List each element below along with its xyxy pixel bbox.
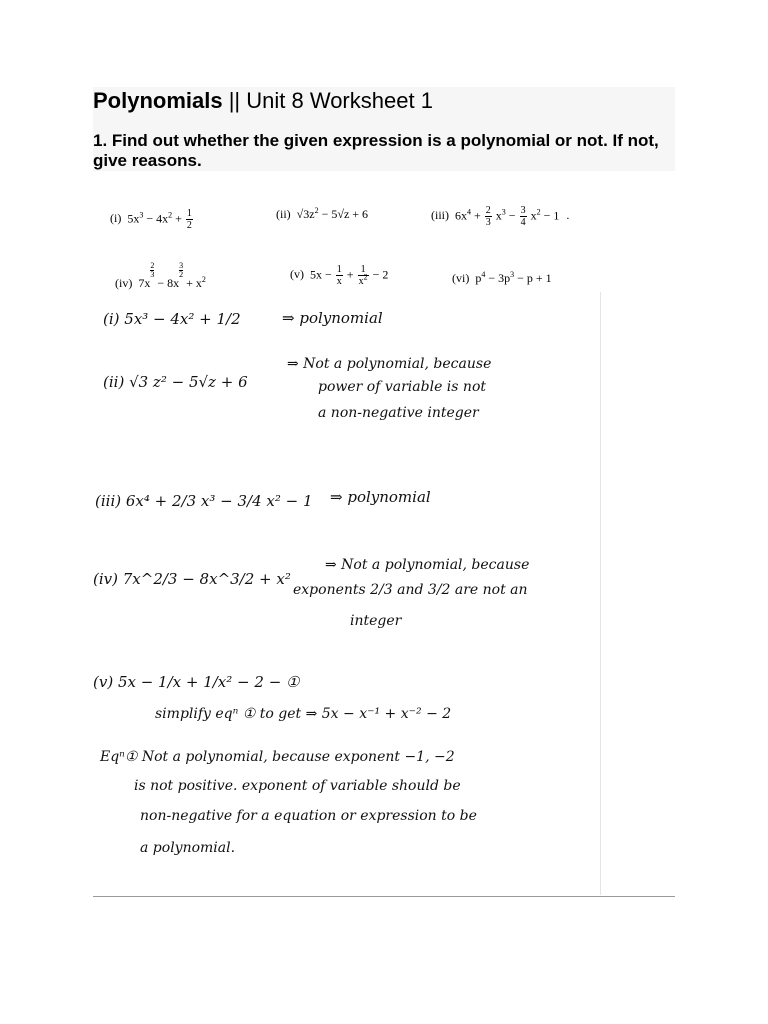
answer-v-line4: non-negative for a equation or expression to be bbox=[140, 808, 477, 824]
answer-v-expression: (v) 5x − 1/x + 1/x² − 2 − ① bbox=[93, 673, 300, 691]
expression-iv: (iv) 7x $\frac{2}{3} - 8x$ $\frac{3}{2} + x^2$ bbox=[115, 261, 206, 290]
title-bold: Polynomials bbox=[93, 88, 223, 113]
answer-iv-line3: integer bbox=[350, 613, 402, 629]
answer-i-expression: (i) 5x³ − 4x² + 1/2 bbox=[103, 310, 241, 328]
answer-i-result: ⇒ polynomial bbox=[282, 309, 383, 327]
expression-iii: (iii) $6x^4$ + $\frac{2}{3}$ $x^3$ − $\frac{3}{4}$ $x^2 - 1$ . bbox=[431, 205, 570, 228]
answer-ii-line3: a non-negative integer bbox=[318, 405, 479, 421]
expression-i: (i) $5x^3 - 4x^2$ + $\frac{1}{2}$ bbox=[110, 208, 192, 231]
answer-ii-line1: ⇒ Not a polynomial, because bbox=[287, 356, 492, 372]
answer-ii-line2: power of variable is not bbox=[318, 379, 486, 395]
answer-iv-line1: ⇒ Not a polynomial, because bbox=[325, 557, 530, 573]
bottom-divider bbox=[93, 896, 675, 897]
expression-v: (v) 5x − $\frac{1}{x}$ + $\frac{1}{x^2}$ − 2 bbox=[290, 264, 389, 287]
answer-iii-expression: (iii) 6x⁴ + 2/3 x³ − 3/4 x² − 1 bbox=[95, 492, 313, 510]
answer-v-line2: Eqⁿ① Not a polynomial, because exponent −1, −2 bbox=[100, 749, 455, 765]
title-rest: || Unit 8 Worksheet 1 bbox=[222, 88, 433, 113]
expression-ii: (ii) $√3z^2 - 5√z + 6$ bbox=[276, 206, 369, 221]
answer-iii-result: ⇒ polynomial bbox=[330, 488, 431, 506]
question-text: 1. Find out whether the given expression is a polynomial or not. If not, give reasons. bbox=[93, 131, 659, 170]
answer-ii-expression: (ii) √3 z² − 5√z + 6 bbox=[103, 373, 248, 391]
answer-v-line5: a polynomial. bbox=[140, 840, 236, 856]
answer-v-line1: simplify eqⁿ ① to get ⇒ 5x − x⁻¹ + x⁻² − 2 bbox=[155, 706, 452, 722]
answer-iv-line2: exponents 2/3 and 3/2 are not an bbox=[293, 582, 528, 598]
answer-v-line3: is not positive. exponent of variable should be bbox=[134, 778, 461, 794]
answer-iv-expression: (iv) 7x^2/3 − 8x^3/2 + x² bbox=[93, 570, 291, 588]
page-title bbox=[93, 86, 433, 116]
expression-vi: (vi) $p^4 - 3p^3 - p + 1$ bbox=[452, 270, 552, 285]
